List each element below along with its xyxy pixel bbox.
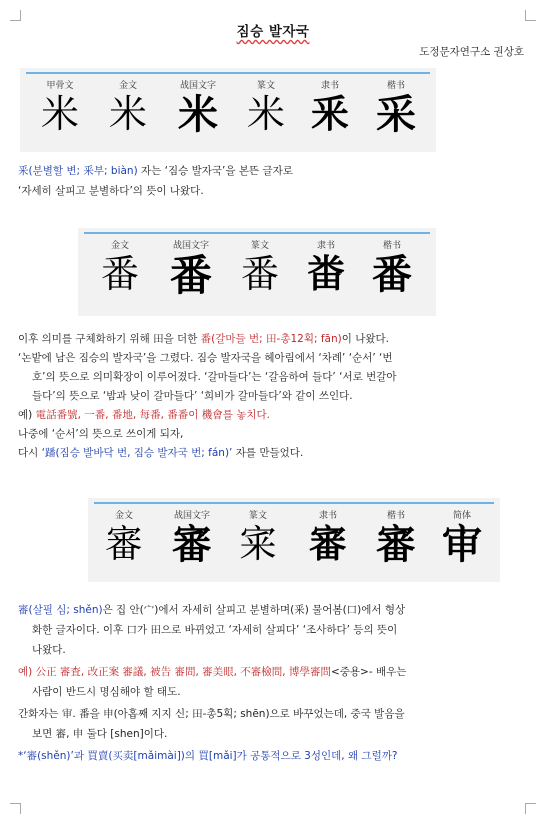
paragraph-fan-line-2: ‘논밭에 남은 짐승의 발자국’을 그렸다. 짐승 발자국을 헤아림에서 ‘차례’ ‘순서’ ‘번 — [18, 352, 393, 364]
panel-col — [32, 78, 88, 136]
paragraph-fan-line-6: 나중에 ‘순서’의 뜻으로 쓰이게 되자, — [18, 428, 184, 440]
panel-col — [296, 238, 356, 296]
script-glyph: 番 — [169, 251, 212, 300]
panel-col — [158, 238, 224, 300]
panel-col — [298, 508, 358, 566]
panel-col — [238, 78, 294, 136]
paragraph-shen-line-2: 화한 글자이다. 이후 口가 田으로 바뀌었고 ‘자세히 살피다’ ‘조사하다’ 등의 뜻이 — [32, 624, 398, 636]
document-title: 짐승 발자국 — [236, 24, 310, 40]
script-label: 战国文字 — [173, 511, 210, 521]
script-glyph: 宷 — [238, 522, 277, 566]
panel-col — [302, 78, 358, 136]
glyph-panel-bian — [20, 68, 436, 152]
script-glyph: 米 — [40, 92, 79, 136]
script-label: 楷书 — [386, 81, 405, 91]
panel-col — [160, 508, 224, 568]
paragraph-shen-line-1: 審(살필 심; shěn)은 집 안(宀)에서 자세히 살피고 분별하며(釆) 물어봄(口)에서 형상 — [18, 604, 406, 616]
script-glyph: 畨 — [306, 251, 345, 296]
script-glyph: 审 — [442, 521, 482, 568]
script-label: 战国文字 — [172, 241, 209, 251]
paragraph-fan-example: 예) 電話番號, 一番, 番地, 每番, 番番이 機會를 놓치다. — [18, 409, 271, 421]
paragraph-fan-line-1: 이후 의미를 구체화하기 위해 田을 더한 番(갈마들 번; 田-총12획; fān)이 나왔다. — [18, 333, 389, 345]
script-label: 隶书 — [316, 241, 335, 251]
paragraph-fan-line-4: 들다’의 뜻으로 ‘밤과 낮이 갈마들다’ ‘희비가 갈마들다’와 같이 쓰인다. — [32, 390, 353, 402]
script-glyph: 米 — [178, 91, 218, 138]
panel-col — [90, 238, 150, 296]
panel-col — [230, 508, 286, 566]
panel-col — [366, 78, 426, 138]
paragraph-shen-example: 예) 公正 審査, 改正案 審議, 被告 審問, 審美眼, 不審檢問, 博學審問<중용>- 배우는 — [18, 666, 407, 678]
script-label: 楷书 — [382, 241, 401, 251]
script-glyph: 審 — [308, 521, 347, 566]
glyph-panel-fan — [78, 228, 436, 316]
paragraph-shen-question: *‘審(shěn)’과 買賣(买卖[mǎimài])의 買[mǎi]가 공통적으로 3성인데, 왜 그럴까? — [18, 750, 398, 762]
script-glyph: 審 — [104, 522, 143, 566]
panel-col — [96, 508, 152, 566]
script-glyph: 番 — [372, 251, 412, 298]
script-label: 篆文 — [248, 511, 267, 521]
paragraph-shen-line-6: 간화자는 审. 番을 申(아홉째 지지 신; 田-총5획; shēn)으로 바꾸었는데, 중국 발음을 — [18, 708, 405, 720]
glyph-panel-shen — [88, 498, 500, 582]
paragraph-fan-line-3: 호’의 뜻으로 의미확장이 이루어졌다. ‘갈마들다’는 ‘갈음하여 들다’ ‘서로 번갈아 — [32, 371, 397, 383]
panel-col — [230, 238, 290, 296]
panel-col — [366, 508, 426, 568]
panel-col — [432, 508, 492, 568]
script-label: 隶书 — [320, 81, 339, 91]
script-glyph: 番 — [240, 252, 279, 296]
corner-mark-bottom-right — [525, 803, 536, 814]
paragraph-bian-line-1: 釆(분별할 변; 釆부; biàn) 자는 ‘짐승 발자국’을 본뜬 글자로 — [18, 165, 293, 177]
corner-mark-bottom-left — [10, 803, 21, 814]
script-label: 金文 — [118, 81, 137, 91]
script-label: 金文 — [110, 241, 129, 251]
paragraph-shen-line-3: 나왔다. — [32, 644, 66, 656]
script-label: 篆文 — [256, 81, 275, 91]
script-label: 简体 — [452, 511, 471, 521]
script-glyph: 番 — [100, 252, 139, 296]
paragraph-bian-line-2: ‘자세히 살피고 분별하다’의 뜻이 나왔다. — [18, 185, 204, 197]
script-label: 楷书 — [386, 511, 405, 521]
panel-col — [100, 78, 156, 136]
author-line: 도정문자연구소 권상호 — [419, 46, 524, 58]
script-label: 甲骨文 — [46, 81, 74, 91]
script-glyph: 米 — [246, 92, 285, 136]
script-glyph: 審 — [172, 521, 212, 568]
script-glyph: 審 — [376, 521, 416, 568]
script-label: 篆文 — [250, 241, 269, 251]
script-glyph: 采 — [376, 91, 416, 138]
script-label: 隶书 — [318, 511, 337, 521]
panel-col — [166, 78, 230, 138]
paragraph-shen-line-7: 보면 審, 申 둘다 [shen]이다. — [32, 728, 168, 740]
script-glyph: 米 — [108, 92, 147, 136]
script-glyph: 釆 — [310, 91, 349, 136]
paragraph-fan-line-7: 다시 ‘蹯(짐승 발바닥 번, 짐승 발자국 번; fán)’ 자를 만들었다. — [18, 447, 304, 459]
paragraph-shen-line-5: 사람이 반드시 명심해야 할 태도. — [32, 686, 181, 698]
panel-col — [362, 238, 422, 298]
script-label: 战国文字 — [179, 81, 216, 91]
script-label: 金文 — [114, 511, 133, 521]
